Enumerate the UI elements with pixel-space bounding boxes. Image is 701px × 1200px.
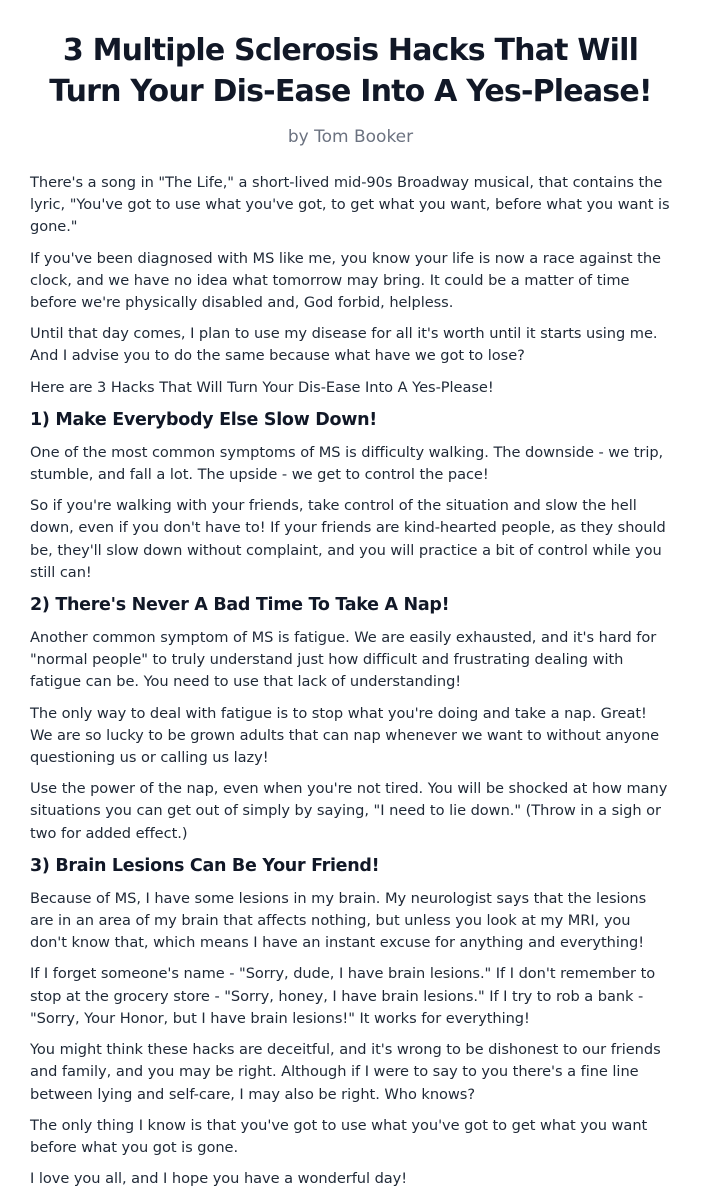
section-paragraph: So if you're walking with your friends, take control of the situation and slow the hell down, even if you don't have to! If your friends are kind-hearted people, as they should be, they'll slow down without complaint, and you will practice a bit of control while you still can! — [30, 497, 666, 581]
section-paragraph: I love you all, and I hope you have a wonderful day! — [30, 1170, 408, 1188]
section-paragraph: One of the most common symptoms of MS is difficulty walking. The downside - we trip, stumble, and fall a lot. The upside - we get to control the pace! — [30, 443, 664, 484]
section-paragraph: You might think these hacks are deceitful, and it's wrong to be dishonest to our friends and family, and you may be right. Although if I were to say to you there's a fine line between lying and self-care, I may also be right. Who knows? — [30, 1041, 661, 1103]
intro-paragraph: Until that day comes, I plan to use my disease for all it's worth until it starts using me. And I advise you to do the same because what have we got to lose? — [30, 325, 658, 365]
section-paragraph: Another common symptom of MS is fatigue. We are easily exhausted, and it's hard for "normal people" to truly understand just how difficult and frustrating dealing with fatigue can be. You need to use that lack of understanding! — [30, 629, 657, 691]
section-heading: 2) There's Never A Bad Time To Take A Nap! — [30, 595, 450, 616]
article-byline: by Tom Booker — [287, 127, 414, 147]
section-paragraph: Use the power of the nap, even when you're not tired. You will be shocked at how many situations you can get out of simply by saying, "I need to lie down." (Throw in a sigh or two for added effect.) — [30, 780, 668, 842]
section-paragraph: The only thing I know is that you've got to use what you've got to get what you want before what you got is gone. — [30, 1116, 648, 1156]
section-paragraph: The only way to deal with fatigue is to stop what you're doing and take a nap. Great! We are so lucky to be grown adults that can nap whenever we want to without anyone questioning us or calling us lazy! — [30, 704, 660, 767]
article-title: 3 Multiple Sclerosis Hacks That Will Turn Your Dis-Ease Into A Yes-Please! — [49, 33, 652, 109]
intro-paragraph: There's a song in "The Life," a short-lived mid-90s Broadway musical, that contains the lyric, "You've got to use what you've got, to get what you want, before what you want is gone." — [30, 174, 670, 236]
section-paragraph: Because of MS, I have some lesions in my brain. My neurologist says that the lesions are in an area of my brain that affects nothing, but unless you look at my MRI, you don't know that, which means I have an instant excuse for anything and everything! — [30, 889, 647, 952]
section-heading: 1) Make Everybody Else Slow Down! — [30, 409, 377, 430]
section-heading: 3) Brain Lesions Can Be Your Friend! — [30, 855, 380, 876]
article-body — [30, 172, 671, 1190]
intro-paragraph: If you've been diagnosed with MS like me, you know your life is now a race against the clock, and we have no idea what tomorrow may bring. It could be a matter of time before we're physically disabled and, God forbid, helpless. — [30, 249, 661, 312]
section-paragraph: If I forget someone's name - "Sorry, dude, I have brain lesions." If I don't remember to stop at the grocery store - "Sorry, honey, I have brain lesions." If I try to rob a bank - "Sorry, Your Honor, but I have brain lesions!" It works for everything! — [30, 965, 656, 1027]
intro-paragraph: Here are 3 Hacks That Will Turn Your Dis-Ease Into A Yes-Please! — [30, 378, 494, 396]
